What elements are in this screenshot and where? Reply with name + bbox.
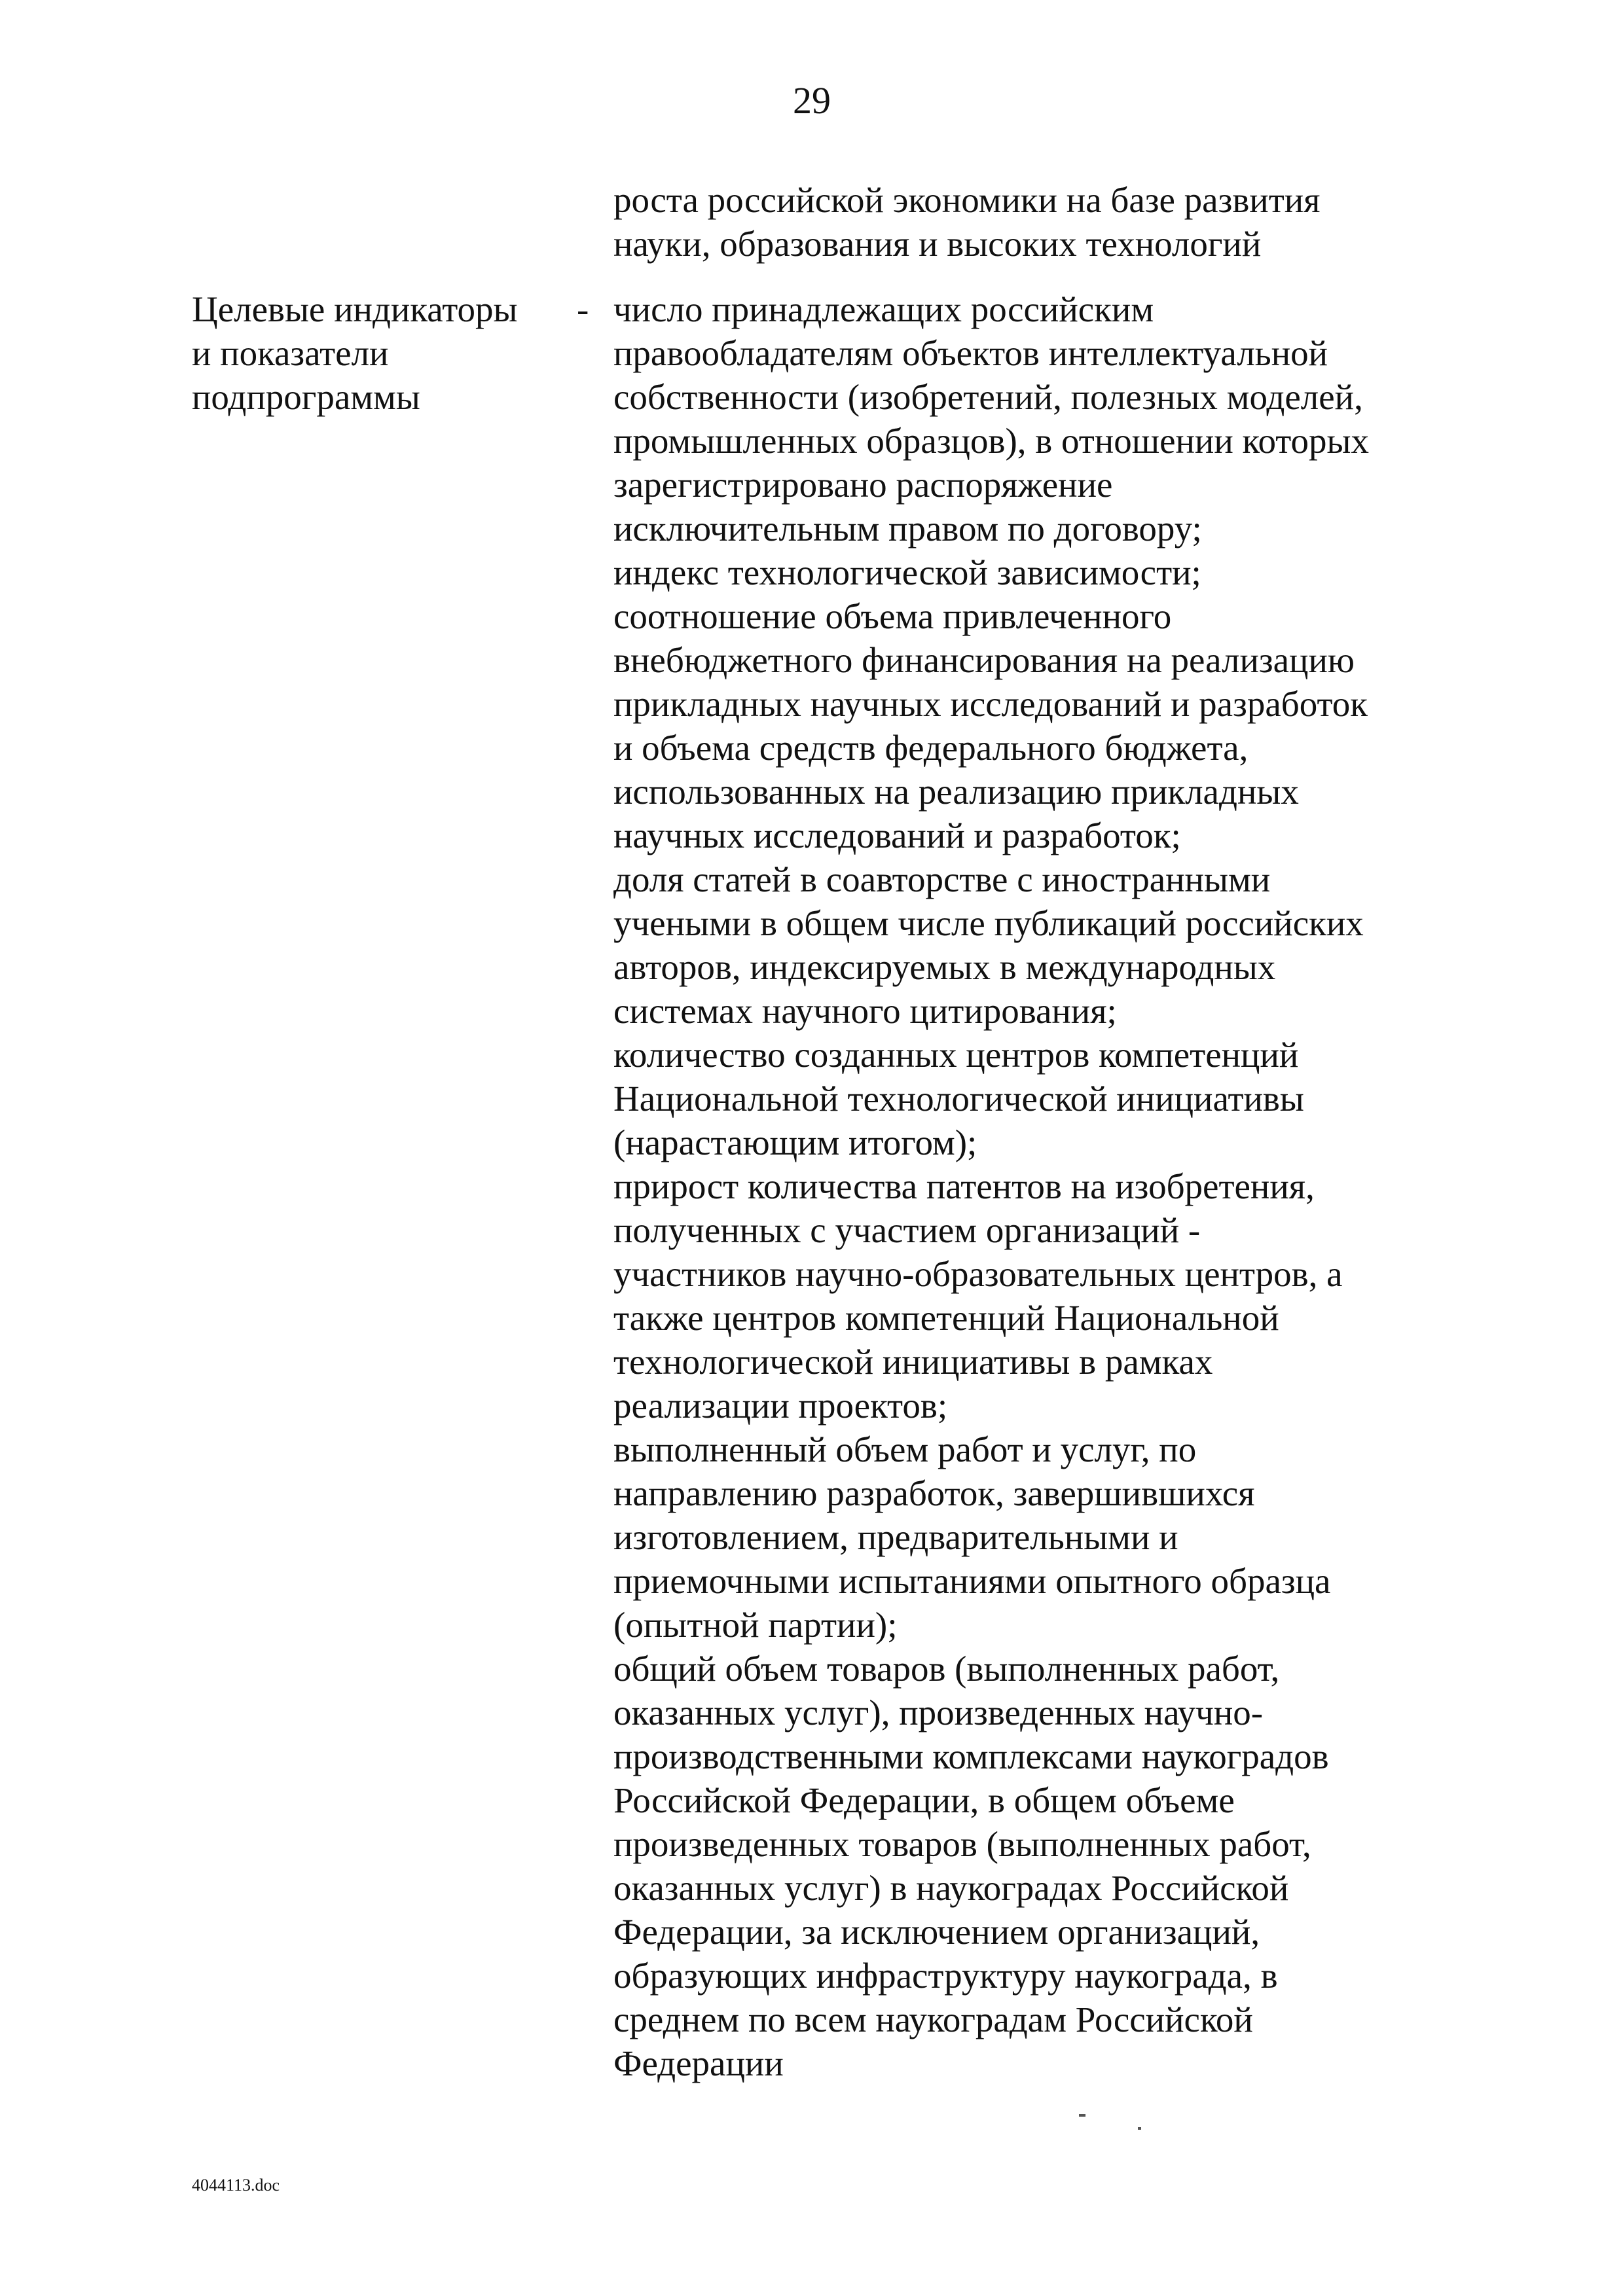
footer-file-name: 4044113.doc (192, 2176, 280, 2195)
indicator-line: зарегистрировано распоряжение (613, 465, 1113, 505)
section-label-line: Целевые индикаторы (192, 289, 518, 329)
indicator-line: и объема средств федерального бюджета, (613, 728, 1249, 768)
indicator-line: авторов, индексируемых в международных (613, 947, 1276, 987)
indicator-line: Российской Федерации, в общем объеме (613, 1780, 1235, 1820)
indicator-line: оказанных услуг) в наукоградах Российской (613, 1868, 1289, 1908)
continuation-line: науки, образования и высоких технологий (613, 224, 1262, 264)
scan-artifact (1079, 2114, 1085, 2117)
indicator-line: внебюджетного финансирования на реализацию (613, 640, 1355, 680)
indicator-line: изготовлением, предварительными и (613, 1517, 1178, 1557)
indicator-line: технологической инициативы в рамках (613, 1342, 1213, 1382)
continuation-line: роста российской экономики на базе развития (613, 180, 1321, 220)
indicator-line: участников научно-образовательных центров, а (613, 1254, 1343, 1294)
label-separator: - (577, 289, 589, 329)
indicator-line: прирост количества патентов на изобретения, (613, 1166, 1315, 1206)
indicator-line: собственности (изобретений, полезных моделей, (613, 377, 1363, 417)
indicator-line: прикладных научных исследований и разработок (613, 684, 1368, 724)
indicator-line: реализации проектов; (613, 1386, 948, 1426)
indicator-line: правообладателям объектов интеллектуальной (613, 333, 1328, 373)
indicator-line: исключительным правом по договору; (613, 509, 1202, 548)
indicator-line: (опытной партии); (613, 1605, 898, 1645)
scan-artifact (1138, 2127, 1141, 2130)
section-label (192, 287, 585, 419)
indicator-line: приемочными испытаниями опытного образца (613, 1561, 1331, 1601)
indicator-line: индекс технологической зависимости; (613, 552, 1201, 592)
indicator-line: производственными комплексами наукоградов (613, 1736, 1329, 1776)
indicator-line: среднем по всем наукоградам Российской (613, 2000, 1253, 2039)
page-number: 29 (793, 79, 831, 122)
indicator-line: число принадлежащих российским (613, 289, 1154, 329)
indicator-line: промышленных образцов), в отношении которых (613, 421, 1370, 461)
indicator-line: общий объем товаров (выполненных работ, (613, 1649, 1280, 1689)
indicators-text (613, 287, 1530, 2085)
indicator-line: произведенных товаров (выполненных работ, (613, 1824, 1311, 1864)
indicator-line: направлению разработок, завершившихся (613, 1473, 1255, 1513)
continuation-text (613, 178, 1530, 266)
indicator-line: образующих инфраструктуру наукограда, в (613, 1956, 1278, 1996)
indicator-line: Национальной технологической инициативы (613, 1079, 1304, 1119)
indicator-line: количество созданных центров компетенций (613, 1035, 1299, 1075)
indicator-line: научных исследований и разработок; (613, 816, 1181, 855)
indicator-line: (нарастающим итогом); (613, 1122, 977, 1162)
section-label-line: подпрограммы (192, 377, 420, 417)
indicator-line: доля статей в соавторстве с иностранными (613, 859, 1271, 899)
indicator-line: использованных на реализацию прикладных (613, 772, 1299, 812)
indicator-line: Федерации, за исключением организаций, (613, 1912, 1260, 1952)
indicator-line: полученных с участием организаций - (613, 1210, 1201, 1250)
indicator-line: выполненный объем работ и услуг, по (613, 1429, 1197, 1469)
indicator-line: Федерации (613, 2043, 784, 2083)
section-label-line: и показатели (192, 333, 389, 373)
indicator-line: учеными в общем числе публикаций российских (613, 903, 1364, 943)
indicator-line: соотношение объема привлеченного (613, 596, 1172, 636)
indicator-line: оказанных услуг), произведенных научно- (613, 1693, 1264, 1732)
indicator-line: также центров компетенций Национальной (613, 1298, 1279, 1338)
indicator-line: системах научного цитирования; (613, 991, 1117, 1031)
